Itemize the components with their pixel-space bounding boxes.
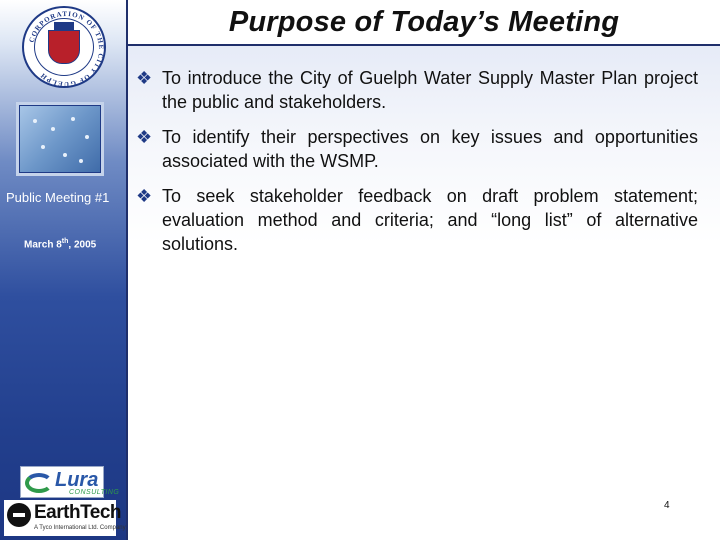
earthtech-wordmark: EarthTech xyxy=(34,502,122,523)
diamond-bullet-icon: ❖ xyxy=(136,68,153,88)
droplet-icon xyxy=(79,159,83,163)
water-droplets-image xyxy=(16,102,104,176)
bullet-text: To introduce the City of Guelph Water Supply Master Plan project the public and stakeholders. xyxy=(162,68,698,112)
droplet-icon xyxy=(33,119,37,123)
earthtech-logo xyxy=(4,500,126,536)
date-year: , 2005 xyxy=(68,239,97,251)
date-suffix: th xyxy=(61,238,69,245)
diamond-bullet-icon: ❖ xyxy=(136,186,153,206)
droplet-icon xyxy=(51,127,55,131)
city-seal-logo xyxy=(22,6,106,88)
lura-consulting-logo xyxy=(20,466,120,498)
svg-text:CORPORATION OF THE CITY OF GUE: CORPORATION OF THE CITY OF GUELPH xyxy=(27,9,106,89)
bullet-list xyxy=(134,66,698,267)
page-title: Purpose of Today’s Meeting xyxy=(228,6,620,38)
date-main: March 8 xyxy=(24,239,62,251)
slide-content xyxy=(128,46,720,540)
meeting-label: Public Meeting #1 xyxy=(6,190,110,205)
diamond-bullet-icon: ❖ xyxy=(136,127,153,147)
droplet-icon xyxy=(85,135,89,139)
earthtech-mark-icon xyxy=(7,503,31,527)
page-number: 4 xyxy=(664,500,670,511)
droplet-icon xyxy=(41,145,45,149)
list-item xyxy=(134,66,698,114)
crown-icon xyxy=(54,22,74,30)
sidebar xyxy=(0,0,126,540)
droplet-icon xyxy=(63,153,67,157)
shield-icon xyxy=(48,30,80,64)
title-bar xyxy=(128,0,720,44)
droplet-icon xyxy=(71,117,75,121)
bullet-text: To seek stakeholder feedback on draft problem statement; evaluation method and criteria; and “long list” of alternative solutions. xyxy=(162,186,698,254)
lura-swoosh-icon xyxy=(25,473,53,493)
meeting-date xyxy=(24,238,96,250)
lura-subtitle: CONSULTING xyxy=(69,489,120,496)
list-item xyxy=(134,125,698,173)
list-item xyxy=(134,184,698,256)
earthtech-subtitle: A Tyco International Ltd. Company xyxy=(34,525,126,531)
bullet-text: To identify their perspectives on key issues and opportunities associated with the WSMP. xyxy=(162,127,698,171)
lura-wordmark: Lura xyxy=(55,469,99,491)
